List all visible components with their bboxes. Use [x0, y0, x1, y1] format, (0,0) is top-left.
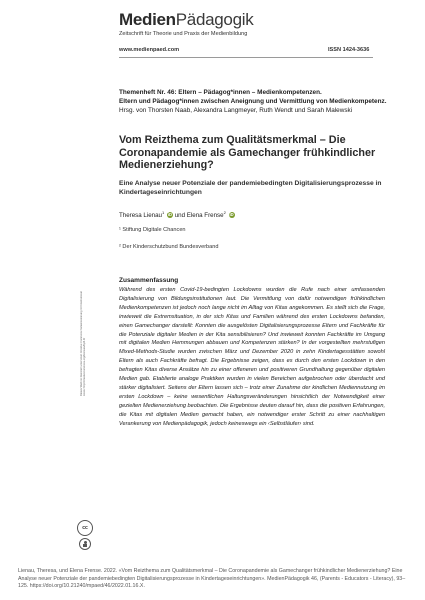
themenheft-info	[119, 88, 389, 116]
issn: ISSN 1424-3636	[328, 47, 370, 53]
themenheft-line2: Eltern und Pädagog*innen zwischen Aneignung und Vermittlung von Medienkompetenz.	[119, 98, 387, 106]
journal-logo	[119, 11, 253, 29]
attribution-icon	[79, 538, 91, 550]
license-side-text: Dieses Werk ist lizenziert unter einer Creative Commons Namensnennung 4.0 International Lizenz http://creativecommons.org/licenses/by/4.0/	[80, 291, 87, 396]
author-1: Theresa Lienau	[119, 212, 162, 220]
affiliation-2: ² Der Kinderschutzbund Bundesverband	[119, 244, 219, 250]
themenheft-editors: Hrsg. von Thorsten Naab, Alexandra Langmeyer, Ruth Wendt und Sarah Malewski	[119, 107, 353, 115]
article-subtitle: Eine Analyse neuer Potenziale der pandemiebedingten Digitalisierungsprozesse in Kindertageseinrichtungen	[119, 180, 382, 196]
abstract-heading: Zusammenfassung	[119, 277, 179, 284]
creative-commons-icon[interactable]: cc	[77, 520, 93, 536]
logo-part1: Medien	[119, 10, 176, 29]
citation-footer: Lienau, Theresa, und Elena Frense. 2022. «Vom Reizthema zum Qualitätsmerkmal – Die Coronapandemie als Gamechanger frühkindlicher Medienerziehung? Eine Analyse neuer Potenziale der pandemiebedingten Digitalisierungsprozesse in Kindertageseinrichtungen». MedienPädagogik 46, (Parents - Educators - Literacy), 93–125. https://doi.org/10.21240/mpaed/46/2022.01.16.X.	[18, 568, 406, 590]
author-1-sup: 1	[162, 210, 165, 215]
logo-part2: Pädagogik	[175, 10, 254, 29]
journal-url[interactable]: www.medienpaed.com	[119, 47, 180, 53]
orcid-icon[interactable]: iD	[167, 212, 173, 218]
author-line	[119, 210, 235, 219]
author-2-sup: 2	[223, 210, 226, 215]
header-divider	[119, 57, 373, 58]
affiliation-1: ¹ Stiftung Digitale Chancen	[119, 227, 186, 233]
themenheft-line1: Themenheft Nr. 46: Eltern – Pädagog*innen – Medienkompetenzen.	[119, 89, 322, 96]
journal-tagline: Zeitschrift für Theorie und Praxis der Medienbildung	[119, 31, 248, 37]
abstract-text: Während des ersten Covid-19-bedingten Lockdowns wurden die Rufe nach einer umfassenden Digitalisierung von Bildungsinstitutionen laut. Die Vermittlung von dafür notwendigen frühkindlichen Medienkompetenzen ist jedoch noch lange nicht im Alltag von Kitas angekommen. Es stellt sich die Frage, inwieweit die Extremsituation, in der sich Kitas und Familien während des ersten Lockdowns befanden, einen Gamechanger darstellt: Konnten die ausgelösten Digitalisierungsprozesse Eltern und Fachkräfte für die Potenziale digitaler Medien in der Kita sensibilisieren? Und inwieweit konnten Fachkräfte im Umgang mit digitalen Medien Hemmungen abbauen und Kompetenzen stärken? In der vorgestellten mehrstufigen Mixed-Methods-Studie wurden zwischen März und Dezember 2020 in zehn Kindertagesstätten sowohl Eltern als auch Fachkräfte befragt. Die Ergebnisse zeigen, dass es durch den ersten Lockdown in den befragten Kitas diverse Ansätze hin zu einer offeneren und positiveren Grundhaltung gegenüber digitalen Medien gab. Etablierte analoge Praktiken wurden in vielen Bereichen aufgebrochen oder überdacht und stärker digitalisiert. Seitens der Eltern lassen sich – trotz einer Zunahme der kindlichen Mediennutzung im ersten Lockdown – keine wesentlichen Haltungsveränderungen hinsichtlich der Notwendigkeit einer gezielten Medienerziehung beobachten. Die Ergebnisse deuten darauf hin, dass die positiven Erfahrungen, die Kitas mit digitalen Medien gemacht haben, ein notwendiger erster Schritt zu einer nachhaltigen Verankerung von Medienpädagogik, jedoch keineswegs ein ‹Selbstläufer› sind.	[119, 287, 385, 427]
article-title: Vom Reizthema zum Qualitätsmerkmal – Die Coronapandemie als Gamechanger frühkindlicher Medienerziehung?	[119, 134, 376, 172]
orcid-icon[interactable]: iD	[229, 212, 234, 218]
author-2: und Elena Frense	[174, 212, 224, 220]
